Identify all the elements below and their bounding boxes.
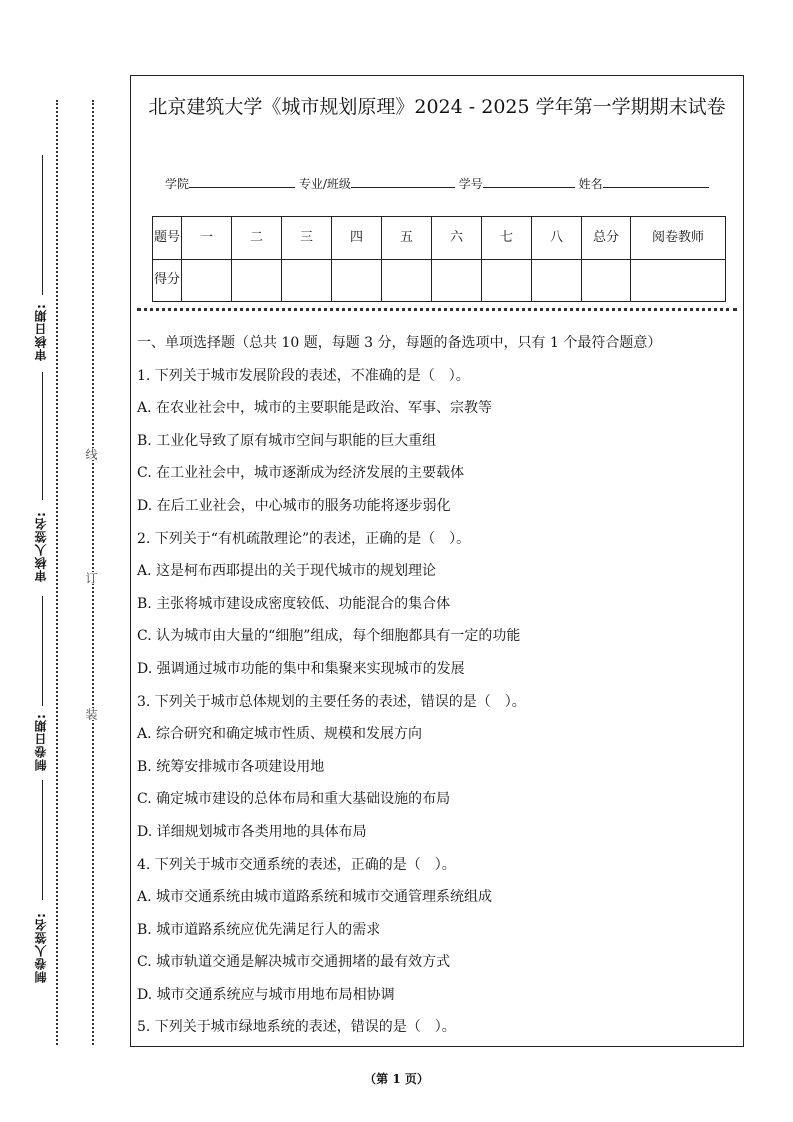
score-cell[interactable]: [332, 259, 382, 302]
option-line: C. 认为城市由大量的“细胞”组成，每个细胞都具有一定的功能: [137, 628, 521, 645]
paper-date-label: 制卷日期:: [34, 713, 48, 771]
score-col-5: 五: [382, 217, 432, 260]
score-cell[interactable]: [232, 259, 282, 302]
option-line: A. 在农业社会中，城市的主要职能是政治、军事、宗教等: [137, 400, 493, 417]
question-line: 2. 下列关于“有机疏散理论”的表述，正确的是（ ）。: [137, 530, 471, 547]
score-table-score-row: [153, 259, 726, 302]
question-line: 1. 下列关于城市发展阶段的表述，不准确的是（ ）。: [137, 367, 470, 384]
name-field[interactable]: [603, 175, 709, 188]
paper-maker-signature-label: 制卷人签名:: [34, 912, 48, 984]
exam-title: 北京建筑大学《城市规划原理》2024 - 2025 学年第一学期期末试卷: [148, 96, 726, 118]
question-list: [137, 330, 739, 1047]
exam-frame: [130, 75, 744, 1047]
score-col-3: 三: [282, 217, 332, 260]
option-line: A. 综合研究和确定城市性质、规模和发展方向: [137, 726, 423, 743]
name-label: 姓名: [578, 177, 603, 191]
option-line: C. 确定城市建设的总体布局和重大基础设施的布局: [137, 791, 451, 808]
option-line: B. 统筹安排城市各项建设用地: [137, 758, 325, 775]
option-line: C. 在工业社会中，城市逐渐成为经济发展的主要载体: [137, 465, 465, 482]
option-line: D. 强调通过城市功能的集中和集聚来实现城市的发展: [137, 660, 465, 677]
paper-date-line: [42, 596, 43, 706]
score-cell[interactable]: [382, 259, 432, 302]
score-table: [152, 216, 726, 302]
student-info-row: [165, 175, 709, 192]
score-col-1: 一: [182, 217, 232, 260]
option-line: A. 城市交通系统由城市道路系统和城市交通管理系统组成: [137, 889, 493, 906]
score-cell[interactable]: [432, 259, 482, 302]
score-cell[interactable]: [282, 259, 332, 302]
college-field[interactable]: [189, 175, 295, 188]
option-line: D. 详细规划城市各类用地的具体布局: [137, 823, 367, 840]
review-date-label: 审核日期:: [34, 303, 48, 361]
option-line: D. 城市交通系统应与城市用地布局相协调: [137, 986, 395, 1003]
score-col-total: 总分: [582, 217, 631, 260]
reviewer-signature-line: [42, 372, 43, 500]
reviewer-signature-label: 审核人签名:: [34, 511, 48, 583]
binding-char-bind: 装: [84, 708, 98, 720]
binding-dotted-line-outer: [56, 100, 58, 1045]
binding-char-staple: 订: [84, 572, 98, 584]
student-id-label: 学号: [458, 177, 483, 191]
score-col-4: 四: [332, 217, 382, 260]
question-line: 5. 下列关于城市绿地系统的表述，错误的是（ ）。: [137, 1019, 456, 1036]
score-cell-grader[interactable]: [631, 259, 726, 302]
student-id-field[interactable]: [483, 175, 575, 188]
score-col-8: 八: [532, 217, 582, 260]
option-line: B. 城市道路系统应优先满足行人的需求: [137, 921, 381, 938]
score-cell[interactable]: [182, 259, 232, 302]
option-line: B. 主张将城市建设成密度较低、功能混合的集合体: [137, 595, 451, 612]
college-label: 学院: [165, 177, 190, 191]
score-col-grader: 阅卷教师: [631, 217, 726, 260]
major-label: 专业/班级: [298, 177, 351, 191]
option-line: B. 工业化导致了原有城市空间与职能的巨大重组: [137, 432, 437, 449]
section-heading: 一、单项选择题（总共 10 题，每题 3 分，每题的备选项中，只有 1 个最符合题意）: [137, 335, 662, 351]
score-col-2: 二: [232, 217, 282, 260]
score-cell[interactable]: [532, 259, 582, 302]
score-table-header-row: [153, 217, 726, 260]
option-line: C. 城市轨道交通是解决城市交通拥堵的最有效方式: [137, 954, 451, 971]
score-label: 得分: [153, 259, 182, 302]
option-line: A. 这是柯布西耶提出的关于现代城市的规划理论: [137, 563, 437, 580]
page-number: （第 1 页）: [364, 1072, 429, 1086]
score-cell-total[interactable]: [582, 259, 631, 302]
score-col-6: 六: [432, 217, 482, 260]
major-field[interactable]: [351, 175, 455, 188]
section-separator: [137, 308, 737, 311]
question-line: 3. 下列关于城市总体规划的主要任务的表述，错误的是（ ）。: [137, 693, 526, 710]
question-line: 4. 下列关于城市交通系统的表述，正确的是（ ）。: [137, 856, 456, 873]
paper-maker-signature-line: [42, 780, 43, 900]
score-col-7: 七: [482, 217, 532, 260]
review-date-line: [42, 155, 43, 295]
score-cell[interactable]: [482, 259, 532, 302]
binding-char-line: 线: [84, 448, 98, 460]
question-number-label: 题号: [153, 217, 182, 260]
option-line: D. 在后工业社会，中心城市的服务功能将逐步弱化: [137, 497, 451, 514]
